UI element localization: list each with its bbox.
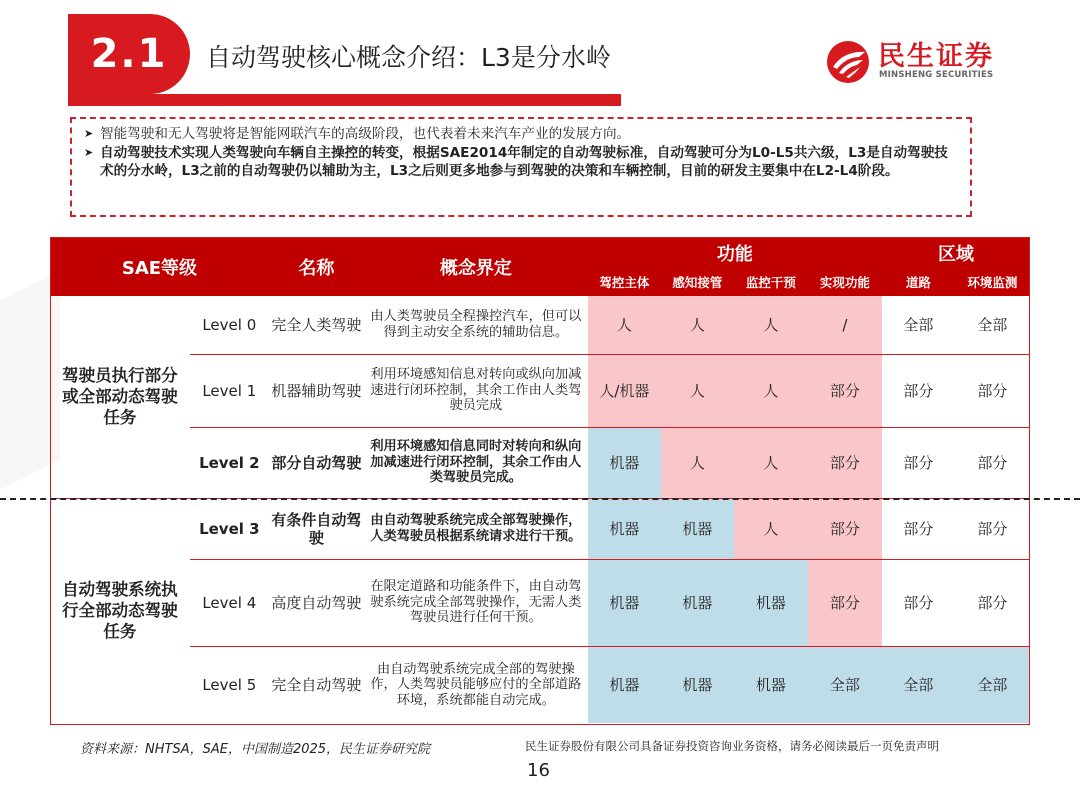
logo-chinese-name: 民生证券 [878, 41, 994, 72]
intro-bullet-text: 智能驾驶和无人驾驶将是智能网联汽车的高级阶段，也代表着未来汽车产业的发展方向。 [100, 126, 631, 142]
monitor-cell: 人 [734, 296, 808, 354]
driver-control-cell: 机器 [588, 498, 661, 559]
level-cell: Level 2 [190, 427, 269, 498]
header-road: 道路 [882, 268, 955, 296]
table-row [50, 646, 1030, 723]
driver-control-cell: 机器 [588, 427, 661, 498]
road-cell: 全部 [903, 316, 934, 335]
name-cell: 完全自动驾驶 [269, 646, 364, 723]
monitor-cell: 人 [734, 354, 808, 427]
intro-bullet [84, 125, 960, 144]
table-row [50, 354, 1030, 427]
intro-box [70, 117, 972, 217]
name-cell: 完全人类驾驶 [271, 316, 362, 335]
logo-english-name: MINSHENG SECURITIES [879, 70, 994, 80]
title-underline [68, 94, 621, 106]
header-function-group: 功能 [588, 237, 882, 268]
header-sae-level: SAE等级 [50, 237, 269, 296]
driver-control-cell: 人 [588, 296, 661, 354]
road-cell: 部分 [882, 559, 955, 646]
company-logo [826, 34, 1026, 84]
desc-cell: 利用环境感知信息对转向或纵向加减速进行闭环控制，其余工作由人类驾驶员完成 [364, 354, 588, 427]
source-note: 资料来源：NHTSA，SAE，中国制造2025，民生证券研究院 [80, 742, 431, 757]
name-cell: 有条件自动驾驶 [269, 498, 364, 559]
perception-cell: 机器 [661, 498, 734, 559]
level-cell: Level 3 [190, 498, 269, 559]
header-driver-control: 驾控主体 [588, 268, 661, 296]
level-cell: Level 4 [190, 559, 269, 646]
perception-cell: 人 [661, 354, 734, 427]
driver-control-cell: 人/机器 [588, 354, 661, 427]
page-title: 自动驾驶核心概念介绍：L3是分水岭 [206, 43, 611, 72]
section-number-badge: 2.1 [68, 14, 190, 94]
perception-cell: 人 [661, 427, 734, 498]
minsheng-logo-icon [826, 40, 870, 84]
level-cell: Level 5 [190, 646, 269, 723]
road-cell: 部分 [882, 498, 955, 559]
monitor-cell: 机器 [734, 559, 808, 646]
group-label: 驾驶员执行部分或全部动态驾驶任务 [62, 366, 178, 428]
env-cell: 部分 [955, 427, 1030, 498]
driver-control-cell: 机器 [588, 646, 661, 723]
monitor-cell: 机器 [734, 646, 808, 723]
level-cell: Level 0 [202, 315, 257, 334]
header-env-monitoring: 环境监测 [955, 268, 1030, 296]
perception-cell: 机器 [661, 559, 734, 646]
disclaimer: 民生证券股份有限公司具备证券投资咨询业务资格，请务必阅读最后一页免责声明 [525, 739, 939, 753]
table-row [50, 559, 1030, 646]
function-cell: / [808, 296, 882, 354]
env-cell: 全部 [977, 316, 1008, 335]
bullet-arrow-icon: ➤ [84, 127, 94, 140]
group-label: 自动驾驶系统执行全部动态驾驶任务 [50, 498, 190, 723]
perception-cell: 人 [661, 296, 734, 354]
bullet-arrow-icon: ➤ [84, 145, 94, 159]
name-cell: 高度自动驾驶 [269, 559, 364, 646]
desc-cell: 利用环境感知信息同时对转向和纵向加减速进行闭环控制，其余工作由人类驾驶员完成。 [364, 427, 588, 498]
sae-levels-table [50, 237, 1030, 723]
desc-cell: 由自动驾驶系统完成全部的驾驶操作，人类驾驶员能够应付的全部道路环境，系统都能自动完成。 [364, 646, 588, 723]
l3-divider-line [0, 498, 1080, 500]
header-monitor-intervene: 监控干预 [734, 268, 808, 296]
desc-cell: 由自动驾驶系统完成全部驾驶操作，人类驾驶员根据系统请求进行干预。 [364, 498, 588, 559]
function-cell: 部分 [808, 498, 882, 559]
desc-cell: 在限定道路和功能条件下，由自动驾驶系统完成全部驾驶操作，无需人类驾驶员进行任何干预。 [364, 559, 588, 646]
table-row [50, 296, 1030, 354]
perception-cell: 机器 [661, 646, 734, 723]
header-function-realized: 实现功能 [808, 268, 882, 296]
road-cell: 全部 [882, 646, 955, 723]
monitor-cell: 人 [734, 427, 808, 498]
env-cell: 全部 [955, 646, 1030, 723]
driver-control-cell: 机器 [588, 559, 661, 646]
monitor-cell: 人 [734, 498, 808, 559]
level-cell: Level 1 [190, 354, 269, 427]
intro-bullet [84, 144, 960, 181]
table-row [50, 498, 1030, 559]
function-cell: 全部 [808, 646, 882, 723]
header-concept: 概念界定 [364, 237, 588, 296]
desc-cell: 由人类驾驶员全程操控汽车，但可以得到主动安全系统的辅助信息。 [370, 309, 582, 340]
header-region-group: 区域 [882, 237, 1030, 268]
intro-bullet-text: 自动驾驶技术实现人类驾驶向车辆自主操控的转变，根据SAE2014年制定的自动驾驶标准，自动驾驶可分为L0-L5共六级，L3是自动驾驶技术的分水岭，L3之前的自动驾驶仍以辅助为主，L3之后则更多地参与到驾驶的决策和车辆控制，目前的研发主要集中在L2-L4阶段。 [100, 144, 948, 179]
env-cell: 部分 [955, 559, 1030, 646]
header-perception-takeover: 感知接管 [661, 268, 734, 296]
name-cell: 机器辅助驾驶 [269, 354, 364, 427]
env-cell: 部分 [955, 354, 1030, 427]
road-cell: 部分 [882, 354, 955, 427]
function-cell: 部分 [808, 427, 882, 498]
table-row [50, 427, 1030, 498]
env-cell: 部分 [955, 498, 1030, 559]
page-number: 16 [527, 760, 550, 781]
function-cell: 部分 [808, 354, 882, 427]
function-cell: 部分 [808, 559, 882, 646]
road-cell: 部分 [882, 427, 955, 498]
header-name: 名称 [269, 237, 364, 296]
name-cell: 部分自动驾驶 [269, 427, 364, 498]
